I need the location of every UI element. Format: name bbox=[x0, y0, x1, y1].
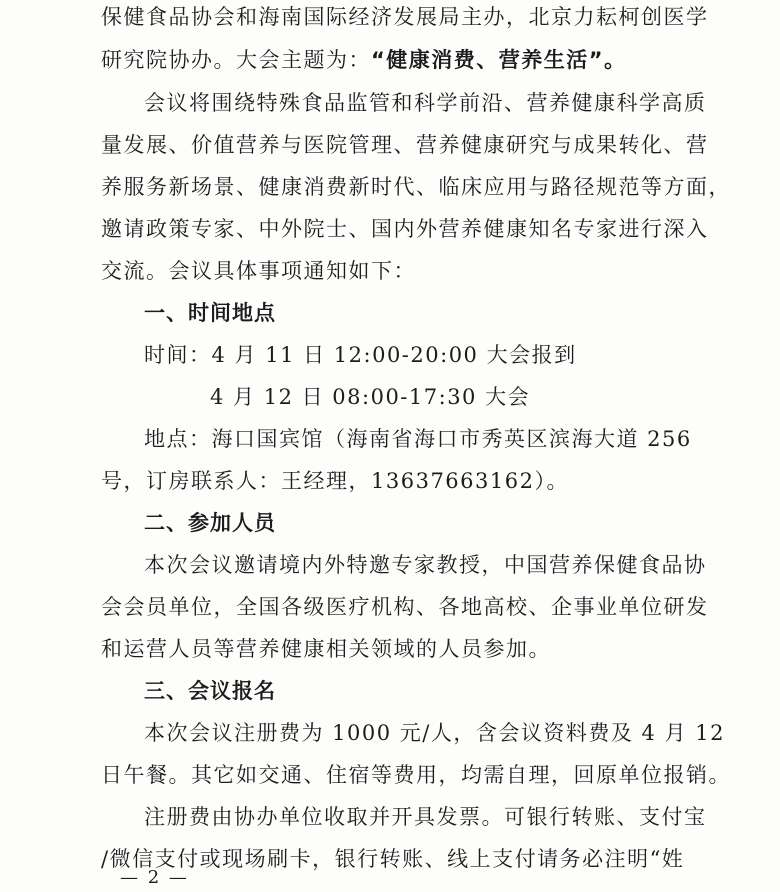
page-number: — 2 — bbox=[120, 867, 189, 888]
paragraph-line: 会会员单位，全国各级医疗机构、各地高校、企事业单位研发 bbox=[101, 595, 709, 619]
place-line: 地点：海口国宾馆（海南省海口市秀英区滨海大道 256 bbox=[144, 427, 692, 451]
paragraph-line: 和运营人员等营养健康相关领域的人员参加。 bbox=[101, 637, 551, 661]
paragraph-line: 养服务新场景、健康消费新时代、临床应用与路径规范等方面， bbox=[101, 175, 731, 199]
section-heading-time-place: 一、时间地点 bbox=[144, 301, 276, 325]
paragraph-line: 邀请政策专家、中外院士、国内外营养健康知名专家进行深入 bbox=[101, 217, 709, 241]
place-line: 号，订房联系人：王经理，13637663162）。 bbox=[101, 469, 569, 493]
time-line: 4 月 12 日 08:00-17:30 大会 bbox=[210, 385, 531, 409]
paragraph-line: 注册费由协办单位收取并开具发票。可银行转账、支付宝 bbox=[144, 805, 707, 829]
paragraph-line: 本次会议注册费为 1000 元/人，含会议资料费及 4 月 12 bbox=[144, 721, 725, 745]
paragraph-line: 交流。会议具体事项通知如下： bbox=[101, 259, 416, 283]
intro-line bbox=[101, 45, 683, 75]
paragraph-line: 日午餐。其它如交通、住宿等费用，均需自理，回原单位报销。 bbox=[101, 763, 731, 787]
paragraph-line: 本次会议邀请境内外特邀专家教授，中国营养保健食品协 bbox=[144, 553, 707, 577]
paragraph-line: 会议将围绕特殊食品监管和科学前沿、营养健康科学高质 bbox=[144, 91, 707, 115]
paragraph-line: /微信支付或现场刷卡，银行转账、线上支付请务必注明“姓 bbox=[101, 847, 685, 871]
conference-theme: “健康消费、营养生活”。 bbox=[371, 48, 627, 72]
section-heading-participants: 二、参加人员 bbox=[144, 511, 276, 535]
time-line: 时间：4 月 11 日 12:00-20:00 大会报到 bbox=[144, 343, 577, 367]
intro-text: 研究院协办。大会主题为： bbox=[101, 48, 371, 72]
paragraph-line: 量发展、价值营养与医院管理、营养健康研究与成果转化、营 bbox=[101, 133, 709, 157]
section-heading-registration: 三、会议报名 bbox=[144, 679, 276, 703]
intro-line: 保健食品协会和海南国际经济发展局主办，北京力耘柯创医学 bbox=[101, 5, 709, 29]
